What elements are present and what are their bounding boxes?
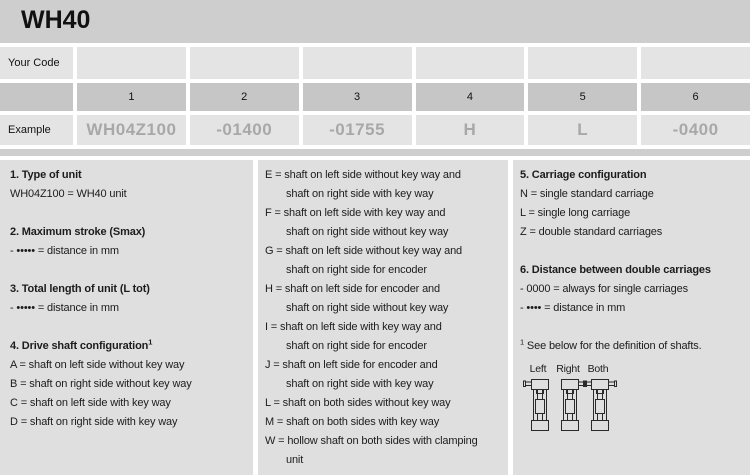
section-carriage-distance: [520, 261, 750, 318]
example-value-2: -01400: [190, 115, 299, 145]
legend-column-1: [0, 160, 253, 475]
legend-line: A = shaft on left side without key way: [10, 359, 185, 371]
your-code-field-6: [641, 47, 750, 79]
legend-line: shaft on right side without key way: [286, 302, 449, 314]
legend-line: H = shaft on left side for encoder and: [265, 283, 440, 295]
example-value-6: -0400: [641, 115, 750, 145]
legend-line: M = shaft on both sides with key way: [265, 416, 440, 428]
legend-line: I = shaft on left side with key way and: [265, 321, 442, 333]
your-code-field-5: [528, 47, 637, 79]
your-code-field-3: [303, 47, 412, 79]
legend-line: - ••••• = distance in mm: [10, 245, 119, 257]
legend-line: - •••• = distance in mm: [520, 302, 626, 314]
legend-line: L = shaft on both sides without key way: [265, 397, 451, 409]
shaft-diagrams: [523, 363, 750, 433]
your-code-field-1: [77, 47, 186, 79]
legend-line: E = shaft on left side without key way and: [265, 169, 461, 181]
shaft-diagram-left: [523, 363, 553, 433]
example-value-3: -01755: [303, 115, 412, 145]
legend-column-2: [258, 160, 508, 475]
shaft-diagram-right: [553, 363, 583, 433]
column-number-3: 3: [303, 83, 412, 111]
actuator-shaft-right-icon: [553, 377, 587, 433]
section-carriage-config: [520, 166, 750, 242]
actuator-shaft-both-icon: [583, 377, 617, 433]
section-maximum-stroke: [10, 223, 253, 261]
footnote-marker: 1: [148, 337, 153, 347]
section-heading: 4. Drive shaft configuration$^1$: [10, 337, 153, 352]
legend-line: J = shaft on left side for encoder and: [265, 359, 438, 371]
title-band: [0, 0, 750, 43]
footnote-marker: 1: [520, 337, 525, 347]
ordering-code-table: [0, 47, 750, 145]
legend-line: N = single standard carriage: [520, 188, 654, 200]
legend-line: G = shaft on left side without key way and: [265, 245, 463, 257]
column-number-5: 5: [528, 83, 637, 111]
page-title: WH40: [21, 6, 91, 34]
legend-line: B = shaft on right side without key way: [10, 378, 192, 390]
legend-line: shaft on right side for encoder: [286, 264, 427, 276]
example-value-4: H: [416, 115, 525, 145]
column-number-4: 4: [416, 83, 525, 111]
legend-line: unit: [286, 454, 304, 466]
example-value-5: L: [528, 115, 637, 145]
legend-line: shaft on right side for encoder: [286, 340, 427, 352]
legend-line: WH04Z100 = WH40 unit: [10, 188, 127, 200]
column-number-1: 1: [77, 83, 186, 111]
diagram-label: Left: [529, 363, 547, 375]
your-code-label: Your Code: [0, 47, 73, 79]
legend-column-3: [513, 160, 750, 475]
section-type-of-unit: [10, 166, 253, 204]
your-code-field-2: [190, 47, 299, 79]
section-drive-shaft-config: [10, 337, 253, 432]
actuator-shaft-left-icon: [523, 377, 557, 433]
legend-line: shaft on right side without key way: [286, 226, 449, 238]
diagram-label: Right: [556, 363, 580, 375]
section-heading: 1. Type of unit: [10, 169, 82, 181]
legend-line: - 0000 = always for single carriages: [520, 283, 688, 295]
shaft-diagram-both: [583, 363, 613, 433]
example-value-1: WH04Z100: [77, 115, 186, 145]
shaft-footnote: $^1$ See below for the definition of shafts.: [520, 337, 702, 352]
section-heading: 6. Distance between double carriages: [520, 264, 711, 276]
legend-line: L = single long carriage: [520, 207, 631, 219]
number-row-spacer: [0, 83, 73, 111]
section-heading: 2. Maximum stroke (Smax): [10, 226, 146, 238]
section-heading: 3. Total length of unit (L tot): [10, 283, 150, 295]
diagram-label: Both: [587, 363, 609, 375]
legend-line: - ••••• = distance in mm: [10, 302, 119, 314]
legend-line: shaft on right side with key way: [286, 378, 434, 390]
example-label: Example: [0, 115, 73, 145]
section-heading: 5. Carriage configuration: [520, 169, 647, 181]
legend-line: shaft on right side with key way: [286, 188, 434, 200]
your-code-field-4: [416, 47, 525, 79]
legend-line: C = shaft on left side with key way: [10, 397, 171, 409]
section-total-length: [10, 280, 253, 318]
column-number-6: 6: [641, 83, 750, 111]
column-number-2: 2: [190, 83, 299, 111]
legend-line: F = shaft on left side with key way and: [265, 207, 446, 219]
legend-line: Z = double standard carriages: [520, 226, 663, 238]
divider-band: [0, 149, 750, 156]
legend-line: D = shaft on right side with key way: [10, 416, 178, 428]
legend-line: W = hollow shaft on both sides with clamping: [265, 435, 478, 447]
